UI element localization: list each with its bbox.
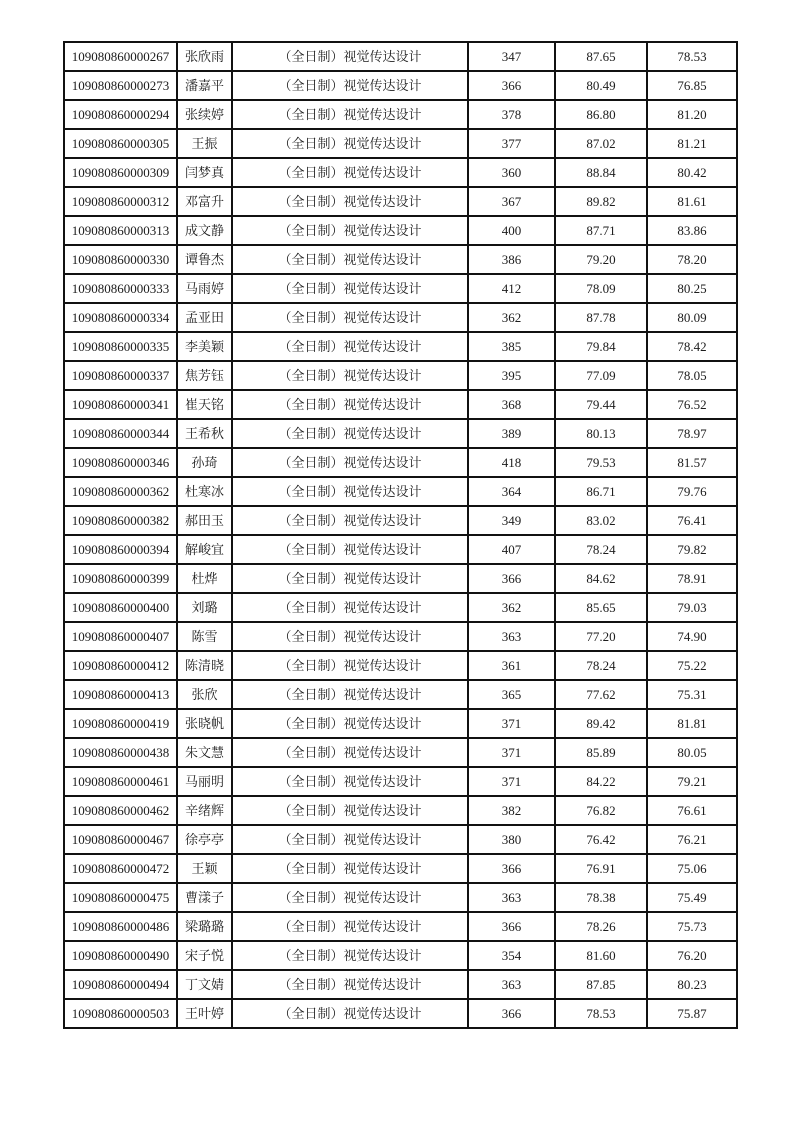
cell-candidate-id: 109080860000486 xyxy=(64,912,177,941)
cell-score-3: 75.73 xyxy=(647,912,737,941)
cell-program: （全日制）视觉传达设计 xyxy=(232,854,468,883)
cell-score-2: 77.62 xyxy=(555,680,647,709)
cell-score-1: 347 xyxy=(468,42,555,71)
cell-program: （全日制）视觉传达设计 xyxy=(232,796,468,825)
cell-candidate-id: 109080860000472 xyxy=(64,854,177,883)
cell-program: （全日制）视觉传达设计 xyxy=(232,245,468,274)
cell-name: 焦芳钰 xyxy=(177,361,232,390)
cell-score-2: 79.44 xyxy=(555,390,647,419)
cell-name: 王叶婷 xyxy=(177,999,232,1028)
table-row xyxy=(64,767,737,796)
cell-candidate-id: 109080860000334 xyxy=(64,303,177,332)
cell-name: 王希秋 xyxy=(177,419,232,448)
cell-program: （全日制）视觉传达设计 xyxy=(232,303,468,332)
cell-name: 解峻宜 xyxy=(177,535,232,564)
cell-score-2: 89.82 xyxy=(555,187,647,216)
cell-name: 朱文慧 xyxy=(177,738,232,767)
cell-program: （全日制）视觉传达设计 xyxy=(232,767,468,796)
cell-score-1: 361 xyxy=(468,651,555,680)
cell-name: 徐亭亭 xyxy=(177,825,232,854)
cell-name: 马雨婷 xyxy=(177,274,232,303)
cell-score-3: 81.61 xyxy=(647,187,737,216)
cell-score-1: 365 xyxy=(468,680,555,709)
table-row xyxy=(64,564,737,593)
cell-score-1: 412 xyxy=(468,274,555,303)
cell-name: 宋子悦 xyxy=(177,941,232,970)
cell-name: 丁文婧 xyxy=(177,970,232,999)
cell-score-1: 368 xyxy=(468,390,555,419)
cell-score-3: 79.03 xyxy=(647,593,737,622)
cell-name: 李美颖 xyxy=(177,332,232,361)
cell-program: （全日制）视觉传达设计 xyxy=(232,622,468,651)
cell-score-2: 79.53 xyxy=(555,448,647,477)
cell-candidate-id: 109080860000475 xyxy=(64,883,177,912)
table-row xyxy=(64,535,737,564)
table-row xyxy=(64,390,737,419)
cell-score-2: 78.24 xyxy=(555,651,647,680)
table-row xyxy=(64,854,737,883)
cell-score-3: 83.86 xyxy=(647,216,737,245)
table-row xyxy=(64,448,737,477)
cell-score-1: 367 xyxy=(468,187,555,216)
cell-candidate-id: 109080860000461 xyxy=(64,767,177,796)
cell-candidate-id: 109080860000467 xyxy=(64,825,177,854)
table-row xyxy=(64,274,737,303)
cell-name: 谭鲁杰 xyxy=(177,245,232,274)
cell-program: （全日制）视觉传达设计 xyxy=(232,390,468,419)
cell-score-1: 389 xyxy=(468,419,555,448)
cell-score-2: 77.20 xyxy=(555,622,647,651)
cell-candidate-id: 109080860000305 xyxy=(64,129,177,158)
cell-score-3: 79.21 xyxy=(647,767,737,796)
cell-program: （全日制）视觉传达设计 xyxy=(232,71,468,100)
cell-score-1: 362 xyxy=(468,303,555,332)
cell-score-2: 79.84 xyxy=(555,332,647,361)
cell-program: （全日制）视觉传达设计 xyxy=(232,912,468,941)
cell-score-3: 78.97 xyxy=(647,419,737,448)
cell-name: 张欣 xyxy=(177,680,232,709)
cell-candidate-id: 109080860000313 xyxy=(64,216,177,245)
cell-name: 潘嘉平 xyxy=(177,71,232,100)
cell-score-3: 76.20 xyxy=(647,941,737,970)
cell-score-1: 366 xyxy=(468,71,555,100)
cell-name: 陈清晓 xyxy=(177,651,232,680)
cell-score-3: 76.41 xyxy=(647,506,737,535)
cell-score-2: 80.49 xyxy=(555,71,647,100)
cell-program: （全日制）视觉传达设计 xyxy=(232,216,468,245)
cell-program: （全日制）视觉传达设计 xyxy=(232,535,468,564)
cell-candidate-id: 109080860000312 xyxy=(64,187,177,216)
cell-candidate-id: 109080860000399 xyxy=(64,564,177,593)
cell-candidate-id: 109080860000330 xyxy=(64,245,177,274)
cell-score-1: 364 xyxy=(468,477,555,506)
table-row xyxy=(64,941,737,970)
cell-name: 邓富升 xyxy=(177,187,232,216)
cell-score-1: 382 xyxy=(468,796,555,825)
cell-name: 张欣雨 xyxy=(177,42,232,71)
cell-name: 陈雪 xyxy=(177,622,232,651)
cell-name: 王振 xyxy=(177,129,232,158)
cell-candidate-id: 109080860000438 xyxy=(64,738,177,767)
cell-score-1: 418 xyxy=(468,448,555,477)
cell-score-3: 81.21 xyxy=(647,129,737,158)
cell-score-1: 354 xyxy=(468,941,555,970)
table-row xyxy=(64,100,737,129)
table-row xyxy=(64,593,737,622)
cell-program: （全日制）视觉传达设计 xyxy=(232,361,468,390)
cell-score-2: 76.82 xyxy=(555,796,647,825)
cell-score-1: 366 xyxy=(468,854,555,883)
table-row xyxy=(64,970,737,999)
cell-name: 成文静 xyxy=(177,216,232,245)
cell-name: 闫梦真 xyxy=(177,158,232,187)
cell-score-2: 87.78 xyxy=(555,303,647,332)
cell-score-1: 371 xyxy=(468,767,555,796)
cell-score-3: 78.20 xyxy=(647,245,737,274)
table-row xyxy=(64,129,737,158)
table-row xyxy=(64,883,737,912)
cell-program: （全日制）视觉传达设计 xyxy=(232,274,468,303)
cell-program: （全日制）视觉传达设计 xyxy=(232,187,468,216)
cell-score-2: 87.71 xyxy=(555,216,647,245)
cell-program: （全日制）视觉传达设计 xyxy=(232,825,468,854)
cell-score-1: 378 xyxy=(468,100,555,129)
cell-candidate-id: 109080860000337 xyxy=(64,361,177,390)
cell-program: （全日制）视觉传达设计 xyxy=(232,999,468,1028)
cell-program: （全日制）视觉传达设计 xyxy=(232,332,468,361)
cell-score-1: 400 xyxy=(468,216,555,245)
cell-program: （全日制）视觉传达设计 xyxy=(232,506,468,535)
cell-name: 刘璐 xyxy=(177,593,232,622)
cell-score-3: 75.49 xyxy=(647,883,737,912)
cell-name: 杜寒冰 xyxy=(177,477,232,506)
cell-candidate-id: 109080860000407 xyxy=(64,622,177,651)
cell-score-1: 366 xyxy=(468,564,555,593)
table-body xyxy=(64,42,737,1028)
cell-score-2: 78.24 xyxy=(555,535,647,564)
table-row xyxy=(64,825,737,854)
cell-score-3: 76.61 xyxy=(647,796,737,825)
cell-score-2: 78.38 xyxy=(555,883,647,912)
cell-score-3: 75.87 xyxy=(647,999,737,1028)
cell-score-2: 78.26 xyxy=(555,912,647,941)
cell-candidate-id: 109080860000346 xyxy=(64,448,177,477)
cell-score-3: 81.57 xyxy=(647,448,737,477)
cell-score-1: 366 xyxy=(468,999,555,1028)
cell-program: （全日制）视觉传达设计 xyxy=(232,129,468,158)
cell-score-1: 366 xyxy=(468,912,555,941)
cell-program: （全日制）视觉传达设计 xyxy=(232,564,468,593)
cell-score-1: 386 xyxy=(468,245,555,274)
cell-program: （全日制）视觉传达设计 xyxy=(232,883,468,912)
table-row xyxy=(64,216,737,245)
table-row xyxy=(64,42,737,71)
cell-score-2: 84.22 xyxy=(555,767,647,796)
cell-program: （全日制）视觉传达设计 xyxy=(232,738,468,767)
table-row xyxy=(64,796,737,825)
cell-candidate-id: 109080860000494 xyxy=(64,970,177,999)
cell-score-2: 85.89 xyxy=(555,738,647,767)
cell-candidate-id: 109080860000294 xyxy=(64,100,177,129)
results-table xyxy=(63,41,738,1029)
cell-candidate-id: 109080860000503 xyxy=(64,999,177,1028)
cell-program: （全日制）视觉传达设计 xyxy=(232,709,468,738)
cell-program: （全日制）视觉传达设计 xyxy=(232,941,468,970)
cell-name: 郝田玉 xyxy=(177,506,232,535)
cell-score-1: 363 xyxy=(468,883,555,912)
table-row xyxy=(64,506,737,535)
cell-candidate-id: 109080860000490 xyxy=(64,941,177,970)
table-row xyxy=(64,477,737,506)
cell-score-2: 83.02 xyxy=(555,506,647,535)
cell-score-1: 371 xyxy=(468,709,555,738)
cell-program: （全日制）视觉传达设计 xyxy=(232,419,468,448)
cell-candidate-id: 109080860000362 xyxy=(64,477,177,506)
cell-score-1: 407 xyxy=(468,535,555,564)
cell-score-1: 363 xyxy=(468,622,555,651)
cell-score-1: 349 xyxy=(468,506,555,535)
cell-score-2: 76.91 xyxy=(555,854,647,883)
cell-score-2: 84.62 xyxy=(555,564,647,593)
cell-score-2: 76.42 xyxy=(555,825,647,854)
cell-score-1: 371 xyxy=(468,738,555,767)
cell-name: 孙琦 xyxy=(177,448,232,477)
table-row xyxy=(64,912,737,941)
cell-score-3: 80.05 xyxy=(647,738,737,767)
cell-candidate-id: 109080860000419 xyxy=(64,709,177,738)
cell-program: （全日制）视觉传达设计 xyxy=(232,651,468,680)
cell-name: 马丽明 xyxy=(177,767,232,796)
cell-name: 梁璐璐 xyxy=(177,912,232,941)
cell-score-3: 78.91 xyxy=(647,564,737,593)
cell-score-3: 75.22 xyxy=(647,651,737,680)
table-row xyxy=(64,245,737,274)
cell-score-3: 78.05 xyxy=(647,361,737,390)
cell-score-3: 75.06 xyxy=(647,854,737,883)
cell-name: 辛绪辉 xyxy=(177,796,232,825)
cell-score-3: 75.31 xyxy=(647,680,737,709)
cell-score-1: 362 xyxy=(468,593,555,622)
cell-score-2: 87.85 xyxy=(555,970,647,999)
cell-program: （全日制）视觉传达设计 xyxy=(232,158,468,187)
cell-score-1: 377 xyxy=(468,129,555,158)
cell-name: 杜烨 xyxy=(177,564,232,593)
cell-score-3: 78.53 xyxy=(647,42,737,71)
cell-program: （全日制）视觉传达设计 xyxy=(232,42,468,71)
cell-score-1: 385 xyxy=(468,332,555,361)
cell-score-3: 81.81 xyxy=(647,709,737,738)
cell-score-3: 79.82 xyxy=(647,535,737,564)
cell-candidate-id: 109080860000267 xyxy=(64,42,177,71)
table-row xyxy=(64,622,737,651)
cell-score-2: 79.20 xyxy=(555,245,647,274)
cell-program: （全日制）视觉传达设计 xyxy=(232,100,468,129)
cell-candidate-id: 109080860000273 xyxy=(64,71,177,100)
cell-candidate-id: 109080860000333 xyxy=(64,274,177,303)
cell-score-2: 89.42 xyxy=(555,709,647,738)
cell-candidate-id: 109080860000462 xyxy=(64,796,177,825)
cell-candidate-id: 109080860000394 xyxy=(64,535,177,564)
table-row xyxy=(64,332,737,361)
cell-score-2: 78.09 xyxy=(555,274,647,303)
table-row xyxy=(64,709,737,738)
table-row xyxy=(64,158,737,187)
cell-score-2: 81.60 xyxy=(555,941,647,970)
cell-score-3: 80.25 xyxy=(647,274,737,303)
cell-score-3: 76.21 xyxy=(647,825,737,854)
cell-score-2: 87.02 xyxy=(555,129,647,158)
cell-candidate-id: 109080860000335 xyxy=(64,332,177,361)
cell-score-1: 380 xyxy=(468,825,555,854)
cell-program: （全日制）视觉传达设计 xyxy=(232,680,468,709)
cell-score-3: 74.90 xyxy=(647,622,737,651)
table-row xyxy=(64,71,737,100)
cell-score-2: 80.13 xyxy=(555,419,647,448)
cell-name: 孟亚田 xyxy=(177,303,232,332)
cell-name: 张续婷 xyxy=(177,100,232,129)
cell-program: （全日制）视觉传达设计 xyxy=(232,593,468,622)
cell-score-1: 363 xyxy=(468,970,555,999)
cell-score-2: 85.65 xyxy=(555,593,647,622)
cell-score-2: 86.80 xyxy=(555,100,647,129)
cell-program: （全日制）视觉传达设计 xyxy=(232,477,468,506)
cell-score-3: 76.85 xyxy=(647,71,737,100)
table-row xyxy=(64,999,737,1028)
cell-program: （全日制）视觉传达设计 xyxy=(232,448,468,477)
cell-candidate-id: 109080860000400 xyxy=(64,593,177,622)
cell-score-2: 78.53 xyxy=(555,999,647,1028)
cell-score-2: 77.09 xyxy=(555,361,647,390)
cell-score-3: 80.09 xyxy=(647,303,737,332)
cell-score-3: 76.52 xyxy=(647,390,737,419)
table-row xyxy=(64,738,737,767)
table-row xyxy=(64,361,737,390)
cell-candidate-id: 109080860000382 xyxy=(64,506,177,535)
cell-score-3: 80.23 xyxy=(647,970,737,999)
cell-score-2: 88.84 xyxy=(555,158,647,187)
cell-score-1: 360 xyxy=(468,158,555,187)
cell-program: （全日制）视觉传达设计 xyxy=(232,970,468,999)
cell-score-2: 86.71 xyxy=(555,477,647,506)
table-row xyxy=(64,303,737,332)
cell-name: 张晓帆 xyxy=(177,709,232,738)
cell-score-3: 78.42 xyxy=(647,332,737,361)
cell-candidate-id: 109080860000413 xyxy=(64,680,177,709)
table-row xyxy=(64,419,737,448)
table-row xyxy=(64,680,737,709)
cell-name: 崔天铭 xyxy=(177,390,232,419)
cell-name: 曹漾子 xyxy=(177,883,232,912)
cell-candidate-id: 109080860000341 xyxy=(64,390,177,419)
cell-score-1: 395 xyxy=(468,361,555,390)
cell-score-2: 87.65 xyxy=(555,42,647,71)
cell-score-3: 79.76 xyxy=(647,477,737,506)
cell-candidate-id: 109080860000412 xyxy=(64,651,177,680)
cell-name: 王颖 xyxy=(177,854,232,883)
cell-score-3: 81.20 xyxy=(647,100,737,129)
cell-candidate-id: 109080860000309 xyxy=(64,158,177,187)
table-row xyxy=(64,651,737,680)
table-row xyxy=(64,187,737,216)
cell-candidate-id: 109080860000344 xyxy=(64,419,177,448)
cell-score-3: 80.42 xyxy=(647,158,737,187)
